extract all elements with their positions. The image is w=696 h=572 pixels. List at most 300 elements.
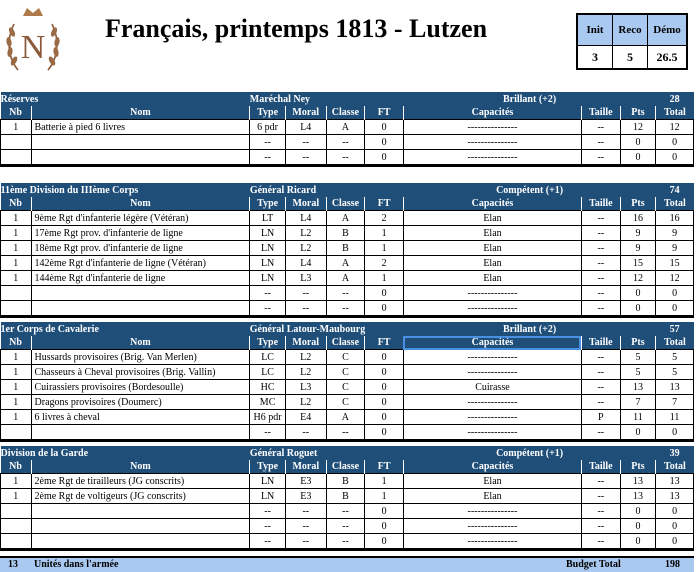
- column-header[interactable]: Moral: [285, 460, 326, 474]
- unit-row: [1, 135, 694, 150]
- column-header[interactable]: Taille: [582, 460, 621, 474]
- column-header[interactable]: Moral: [285, 106, 326, 120]
- unit-cell[interactable]: ---------------: [403, 519, 581, 534]
- unit-cell[interactable]: 0: [656, 301, 694, 317]
- unit-cell[interactable]: 1: [1, 410, 32, 425]
- unit-cell[interactable]: 0: [365, 286, 404, 301]
- unit-cell[interactable]: 18ème Rgt prov. d'infanterie de ligne: [31, 241, 250, 256]
- unit-cell[interactable]: ---------------: [403, 425, 581, 441]
- column-header[interactable]: Pts: [620, 336, 656, 350]
- unit-cell[interactable]: --: [582, 519, 621, 534]
- unit-cell[interactable]: --: [581, 425, 620, 441]
- unit-cell[interactable]: 1: [1, 241, 32, 256]
- unit-cell[interactable]: [31, 150, 250, 166]
- unit-cell[interactable]: Batterie à pied 6 livres: [31, 120, 250, 135]
- section-general[interactable]: Général Ricard: [250, 183, 404, 197]
- unit-cell[interactable]: L2: [285, 241, 326, 256]
- unit-cell[interactable]: --: [285, 135, 326, 150]
- unit-cell[interactable]: --: [582, 211, 621, 226]
- unit-cell[interactable]: 1: [1, 211, 32, 226]
- stat-value-init[interactable]: 3: [577, 46, 613, 70]
- column-header[interactable]: Total: [656, 106, 694, 120]
- unit-cell[interactable]: [1, 135, 32, 150]
- unit-cell[interactable]: --: [326, 425, 365, 441]
- unit-cell[interactable]: ---------------: [403, 504, 581, 519]
- unit-cell[interactable]: 0: [656, 425, 694, 441]
- unit-cell[interactable]: --: [250, 150, 286, 166]
- unit-cell[interactable]: --: [285, 425, 326, 441]
- section-name[interactable]: Réserves: [1, 92, 250, 106]
- unit-cell[interactable]: LT: [250, 211, 286, 226]
- column-header[interactable]: Taille: [582, 197, 621, 211]
- unit-row: [1, 380, 694, 395]
- unit-cell[interactable]: L2: [285, 395, 326, 410]
- unit-cell[interactable]: ---------------: [403, 301, 581, 317]
- unit-cell[interactable]: Elan: [403, 474, 581, 489]
- unit-cell[interactable]: ---------------: [403, 286, 581, 301]
- unit-row: [1, 365, 694, 380]
- unit-cell[interactable]: [31, 519, 250, 534]
- unit-cell[interactable]: --: [250, 286, 286, 301]
- column-header[interactable]: Total: [656, 460, 694, 474]
- column-header[interactable]: Pts: [620, 460, 656, 474]
- unit-cell[interactable]: --: [582, 256, 621, 271]
- unit-row: [1, 301, 694, 317]
- unit-cell[interactable]: 0: [620, 135, 656, 150]
- unit-cell[interactable]: [1, 150, 32, 166]
- unit-cell[interactable]: 1: [365, 226, 404, 241]
- army-stats-table: [576, 13, 688, 70]
- unit-cell[interactable]: --: [250, 519, 286, 534]
- unit-cell[interactable]: A: [326, 120, 365, 135]
- section-total[interactable]: 57: [656, 322, 694, 336]
- unit-cell[interactable]: --: [326, 301, 365, 317]
- budget-total[interactable]: 198: [665, 559, 680, 570]
- column-header[interactable]: Nb: [1, 336, 32, 350]
- unit-cell[interactable]: [1, 286, 32, 301]
- unit-cell[interactable]: P: [581, 410, 620, 425]
- stat-label-init[interactable]: Init: [577, 14, 613, 46]
- unit-cell[interactable]: --: [326, 519, 365, 534]
- unit-count[interactable]: 13: [8, 559, 18, 570]
- column-header[interactable]: Classe: [326, 106, 365, 120]
- column-header[interactable]: Moral: [285, 336, 326, 350]
- column-header[interactable]: Capacités: [403, 460, 581, 474]
- unit-cell[interactable]: 12: [620, 120, 656, 135]
- unit-cell[interactable]: 2: [365, 256, 404, 271]
- unit-cell[interactable]: 13: [656, 380, 694, 395]
- unit-cell[interactable]: --: [285, 519, 326, 534]
- unit-cell[interactable]: 7: [620, 395, 656, 410]
- unit-cell[interactable]: 9: [620, 241, 656, 256]
- unit-cell[interactable]: E3: [285, 474, 326, 489]
- unit-cell[interactable]: --: [326, 150, 365, 166]
- unit-cell[interactable]: [31, 504, 250, 519]
- unit-cell[interactable]: 9: [656, 241, 694, 256]
- unit-cell[interactable]: 142ème Rgt d'infanterie de ligne (Vétéran): [31, 256, 250, 271]
- column-header[interactable]: Capacités: [403, 197, 581, 211]
- unit-cell[interactable]: 0: [365, 395, 404, 410]
- unit-cell[interactable]: B: [326, 226, 365, 241]
- unit-cell[interactable]: --: [326, 534, 365, 550]
- unit-cell[interactable]: 1: [1, 350, 32, 365]
- unit-cell[interactable]: --: [581, 135, 620, 150]
- column-header[interactable]: FT: [365, 106, 404, 120]
- column-header[interactable]: Type: [250, 106, 286, 120]
- unit-cell[interactable]: 13: [620, 474, 656, 489]
- column-header[interactable]: FT: [365, 460, 404, 474]
- section-rating[interactable]: Compétent (+1): [403, 183, 655, 197]
- unit-cell[interactable]: --: [582, 489, 621, 504]
- unit-cell[interactable]: --: [326, 135, 365, 150]
- unit-cell[interactable]: --: [581, 380, 620, 395]
- unit-cell[interactable]: E3: [285, 489, 326, 504]
- unit-cell[interactable]: 13: [656, 474, 694, 489]
- unit-cell[interactable]: --: [581, 350, 620, 365]
- unit-cell[interactable]: L2: [285, 350, 326, 365]
- unit-cell[interactable]: 0: [365, 350, 404, 365]
- unit-cell[interactable]: 0: [656, 534, 694, 550]
- unit-cell[interactable]: 0: [620, 425, 656, 441]
- unit-row: [1, 395, 694, 410]
- column-header[interactable]: Moral: [285, 197, 326, 211]
- column-header[interactable]: FT: [365, 197, 404, 211]
- unit-cell[interactable]: [31, 135, 250, 150]
- stat-value-reco[interactable]: 5: [613, 46, 648, 70]
- unit-cell[interactable]: 9: [620, 226, 656, 241]
- unit-cell[interactable]: Elan: [403, 489, 581, 504]
- unit-cell[interactable]: 7: [656, 395, 694, 410]
- section-general[interactable]: Maréchal Ney: [250, 92, 404, 106]
- unit-cell[interactable]: L3: [285, 271, 326, 286]
- column-header[interactable]: Nb: [1, 106, 32, 120]
- unit-cell[interactable]: 15: [620, 256, 656, 271]
- unit-cell[interactable]: 0: [365, 425, 404, 441]
- unit-cell[interactable]: --: [250, 504, 286, 519]
- unit-row: [1, 286, 694, 301]
- unit-cell[interactable]: 1: [1, 226, 32, 241]
- unit-cell[interactable]: --: [285, 504, 326, 519]
- unit-cell[interactable]: [1, 301, 32, 317]
- unit-cell[interactable]: --: [581, 365, 620, 380]
- column-header[interactable]: Classe: [326, 460, 365, 474]
- unit-cell[interactable]: 0: [620, 504, 656, 519]
- unit-cell[interactable]: --: [326, 286, 365, 301]
- unit-row: [1, 425, 694, 441]
- unit-cell[interactable]: C: [326, 395, 365, 410]
- column-header[interactable]: Taille: [581, 336, 620, 350]
- unit-row: [1, 256, 694, 271]
- unit-cell[interactable]: 0: [620, 534, 656, 550]
- unit-cell[interactable]: ---------------: [403, 120, 581, 135]
- unit-cell[interactable]: 1: [1, 120, 32, 135]
- column-header[interactable]: Classe: [326, 336, 365, 350]
- unit-cell[interactable]: 0: [365, 365, 404, 380]
- unit-cell[interactable]: 13: [620, 380, 656, 395]
- column-header[interactable]: Classe: [326, 197, 365, 211]
- unit-cell[interactable]: 5: [656, 350, 694, 365]
- unit-cell[interactable]: --: [582, 504, 621, 519]
- logo-letter: N: [20, 29, 46, 66]
- unit-cell[interactable]: 0: [365, 519, 404, 534]
- unit-cell[interactable]: --: [250, 425, 286, 441]
- unit-cell[interactable]: A: [326, 211, 365, 226]
- unit-cell[interactable]: L4: [285, 120, 326, 135]
- unit-cell[interactable]: 1: [1, 365, 32, 380]
- unit-cell[interactable]: 6 livres à cheval: [31, 410, 250, 425]
- unit-cell[interactable]: 6 pdr: [250, 120, 286, 135]
- column-header[interactable]: Taille: [581, 106, 620, 120]
- unit-cell[interactable]: --: [582, 241, 621, 256]
- unit-cell[interactable]: HC: [250, 380, 286, 395]
- unit-cell[interactable]: 12: [620, 271, 656, 286]
- unit-cell[interactable]: 1: [1, 395, 32, 410]
- section-table: [0, 92, 694, 167]
- column-header[interactable]: FT: [365, 336, 404, 350]
- column-header[interactable]: Total: [656, 197, 694, 211]
- unit-row: [1, 474, 694, 489]
- army-footer: [0, 556, 694, 572]
- unit-cell[interactable]: 0: [620, 519, 656, 534]
- unit-cell[interactable]: A: [326, 271, 365, 286]
- stat-label-reco[interactable]: Reco: [613, 14, 648, 46]
- unit-cell[interactable]: ---------------: [403, 410, 581, 425]
- unit-cell[interactable]: LN: [250, 256, 286, 271]
- unit-cell[interactable]: --: [581, 395, 620, 410]
- unit-cell[interactable]: --: [582, 301, 621, 317]
- column-header[interactable]: Nom: [31, 460, 250, 474]
- unit-cell[interactable]: LN: [250, 489, 286, 504]
- unit-row: [1, 519, 694, 534]
- unit-cell[interactable]: Elan: [403, 241, 581, 256]
- column-header[interactable]: Total: [656, 336, 694, 350]
- unit-cell[interactable]: Elan: [403, 271, 581, 286]
- section-total[interactable]: 39: [656, 446, 694, 460]
- unit-cell[interactable]: L4: [285, 256, 326, 271]
- unit-cell[interactable]: A: [326, 410, 365, 425]
- unit-cell[interactable]: 0: [620, 301, 656, 317]
- unit-cell[interactable]: --: [250, 135, 286, 150]
- unit-cell[interactable]: LN: [250, 226, 286, 241]
- unit-cell[interactable]: Cuirassiers provisoires (Bordesoulle): [31, 380, 250, 395]
- unit-cell[interactable]: 1: [1, 380, 32, 395]
- unit-cell[interactable]: 9: [656, 226, 694, 241]
- unit-cell[interactable]: 0: [365, 120, 404, 135]
- section-rating[interactable]: Compétent (+1): [403, 446, 655, 460]
- unit-cell[interactable]: MC: [250, 395, 286, 410]
- unit-cell[interactable]: LC: [250, 365, 286, 380]
- column-header[interactable]: Nom: [31, 106, 250, 120]
- unit-cell[interactable]: 0: [365, 534, 404, 550]
- unit-cell[interactable]: B: [326, 241, 365, 256]
- column-header[interactable]: Pts: [620, 106, 656, 120]
- unit-cell[interactable]: --: [250, 534, 286, 550]
- napoleon-laurel-logo-icon: [4, 4, 62, 78]
- unit-cell[interactable]: 13: [620, 489, 656, 504]
- unit-cell[interactable]: A: [326, 256, 365, 271]
- column-header[interactable]: Capacités: [403, 336, 581, 350]
- unit-cell[interactable]: L2: [285, 365, 326, 380]
- unit-cell[interactable]: LN: [250, 241, 286, 256]
- section-rating[interactable]: Brillant (+2): [403, 322, 655, 336]
- unit-cell[interactable]: 17ème Rgt prov. d'infanterie de ligne: [31, 226, 250, 241]
- unit-cell[interactable]: 11: [620, 410, 656, 425]
- unit-cell[interactable]: 1: [1, 489, 32, 504]
- unit-cell[interactable]: 2ème Rgt de tirailleurs (JG conscrits): [31, 474, 250, 489]
- unit-cell[interactable]: --: [582, 271, 621, 286]
- unit-cell[interactable]: 2: [365, 211, 404, 226]
- unit-cell[interactable]: --: [285, 286, 326, 301]
- unit-cell[interactable]: 11: [656, 410, 694, 425]
- unit-cell[interactable]: ---------------: [403, 150, 581, 166]
- unit-cell[interactable]: 5: [656, 365, 694, 380]
- unit-cell[interactable]: 0: [365, 504, 404, 519]
- unit-cell[interactable]: 1: [365, 474, 404, 489]
- unit-cell[interactable]: 1: [365, 241, 404, 256]
- unit-cell[interactable]: [1, 534, 32, 550]
- unit-cell[interactable]: LN: [250, 474, 286, 489]
- unit-cell[interactable]: ---------------: [403, 395, 581, 410]
- budget-label: Budget Total: [566, 559, 621, 570]
- unit-cell[interactable]: 144ème Rgt d'infanterie de ligne: [31, 271, 250, 286]
- section-total[interactable]: 28: [656, 92, 694, 106]
- unit-cell[interactable]: 5: [620, 365, 656, 380]
- unit-cell[interactable]: 0: [656, 150, 694, 166]
- column-header[interactable]: Pts: [620, 197, 656, 211]
- unit-cell[interactable]: --: [285, 150, 326, 166]
- unit-cell[interactable]: 12: [656, 120, 694, 135]
- unit-cell[interactable]: 12: [656, 271, 694, 286]
- unit-cell[interactable]: 1: [1, 256, 32, 271]
- page-title: Français, printemps 1813 - Lutzen: [105, 14, 488, 43]
- unit-cell[interactable]: 9ème Rgt d'infanterie légère (Vétéran): [31, 211, 250, 226]
- unit-cell[interactable]: L4: [285, 211, 326, 226]
- unit-cell[interactable]: 0: [365, 150, 404, 166]
- unit-cell[interactable]: 13: [656, 489, 694, 504]
- column-header[interactable]: Nom: [31, 197, 250, 211]
- section-total[interactable]: 74: [656, 183, 694, 197]
- unit-cell[interactable]: [31, 301, 250, 317]
- unit-cell[interactable]: LC: [250, 350, 286, 365]
- unit-cell[interactable]: L2: [285, 226, 326, 241]
- section-rating[interactable]: Brillant (+2): [403, 92, 655, 106]
- unit-cell[interactable]: --: [582, 534, 621, 550]
- unit-count-label: Unités dans l'armée: [34, 559, 119, 570]
- section-table: [0, 322, 694, 442]
- unit-cell[interactable]: C: [326, 380, 365, 395]
- stat-value-demo[interactable]: 26.5: [648, 46, 688, 70]
- section-table: [0, 446, 694, 551]
- unit-cell[interactable]: 0: [365, 410, 404, 425]
- unit-cell[interactable]: 16: [620, 211, 656, 226]
- column-header[interactable]: Nb: [1, 460, 32, 474]
- unit-cell[interactable]: 0: [656, 519, 694, 534]
- section-general[interactable]: Général Latour-Maubourg: [250, 322, 404, 336]
- unit-cell[interactable]: C: [326, 365, 365, 380]
- unit-cell[interactable]: Dragons provisoires (Doumerc): [31, 395, 250, 410]
- unit-cell[interactable]: ---------------: [403, 350, 581, 365]
- unit-cell[interactable]: [1, 504, 32, 519]
- unit-cell[interactable]: 0: [656, 286, 694, 301]
- unit-row: [1, 226, 694, 241]
- section-general[interactable]: Général Roguet: [250, 446, 404, 460]
- unit-cell[interactable]: ---------------: [403, 534, 581, 550]
- unit-row: [1, 504, 694, 519]
- unit-cell[interactable]: ---------------: [403, 135, 581, 150]
- unit-cell[interactable]: B: [326, 474, 365, 489]
- section-name[interactable]: 1er Corps de Cavalerie: [1, 322, 250, 336]
- unit-cell[interactable]: 15: [656, 256, 694, 271]
- unit-row: [1, 271, 694, 286]
- unit-cell[interactable]: Cuirasse: [403, 380, 581, 395]
- unit-cell[interactable]: 0: [656, 504, 694, 519]
- unit-cell[interactable]: 1: [365, 489, 404, 504]
- unit-cell[interactable]: --: [581, 150, 620, 166]
- section-name[interactable]: 11ème Division du IIIème Corps: [1, 183, 250, 197]
- unit-cell[interactable]: 0: [620, 150, 656, 166]
- unit-cell[interactable]: LN: [250, 271, 286, 286]
- unit-cell[interactable]: 2ème Rgt de voltigeurs (JG conscrits): [31, 489, 250, 504]
- unit-cell[interactable]: 0: [656, 135, 694, 150]
- column-header[interactable]: Nb: [1, 197, 32, 211]
- section-table: [0, 183, 694, 318]
- unit-cell[interactable]: [1, 519, 32, 534]
- unit-cell[interactable]: --: [285, 534, 326, 550]
- column-header[interactable]: Type: [250, 460, 286, 474]
- section-name[interactable]: Division de la Garde: [1, 446, 250, 460]
- unit-cell[interactable]: --: [285, 301, 326, 317]
- unit-cell[interactable]: ---------------: [403, 365, 581, 380]
- unit-cell[interactable]: --: [250, 301, 286, 317]
- unit-cell[interactable]: E4: [285, 410, 326, 425]
- unit-cell[interactable]: [31, 534, 250, 550]
- unit-cell[interactable]: [31, 425, 250, 441]
- unit-cell[interactable]: 1: [1, 474, 32, 489]
- stat-label-demo[interactable]: Démo: [648, 14, 688, 46]
- unit-cell[interactable]: [1, 425, 32, 441]
- unit-cell[interactable]: L3: [285, 380, 326, 395]
- unit-cell[interactable]: C: [326, 350, 365, 365]
- unit-cell[interactable]: --: [582, 286, 621, 301]
- column-header[interactable]: Type: [250, 197, 286, 211]
- unit-cell[interactable]: --: [326, 504, 365, 519]
- unit-cell[interactable]: [31, 286, 250, 301]
- unit-cell[interactable]: --: [582, 226, 621, 241]
- unit-cell[interactable]: Elan: [403, 211, 581, 226]
- unit-cell[interactable]: Elan: [403, 256, 581, 271]
- unit-cell[interactable]: --: [582, 474, 621, 489]
- column-header[interactable]: Nom: [31, 336, 250, 350]
- unit-cell[interactable]: H6 pdr: [250, 410, 286, 425]
- unit-cell[interactable]: 16: [656, 211, 694, 226]
- unit-cell[interactable]: B: [326, 489, 365, 504]
- unit-cell[interactable]: Hussards provisoires (Brig. Van Merlen): [31, 350, 250, 365]
- unit-cell[interactable]: Chasseurs à Cheval provisoires (Brig. Vallin): [31, 365, 250, 380]
- unit-cell[interactable]: 0: [365, 135, 404, 150]
- unit-cell[interactable]: 1: [1, 271, 32, 286]
- unit-row: [1, 120, 694, 135]
- sheet-header: [0, 0, 696, 86]
- unit-cell[interactable]: 0: [620, 286, 656, 301]
- column-header[interactable]: Capacités: [403, 106, 581, 120]
- unit-cell[interactable]: Elan: [403, 226, 581, 241]
- unit-cell[interactable]: 5: [620, 350, 656, 365]
- unit-cell[interactable]: 0: [365, 380, 404, 395]
- unit-cell[interactable]: 1: [365, 271, 404, 286]
- unit-cell[interactable]: 0: [365, 301, 404, 317]
- column-header[interactable]: Type: [250, 336, 286, 350]
- unit-cell[interactable]: --: [581, 120, 620, 135]
